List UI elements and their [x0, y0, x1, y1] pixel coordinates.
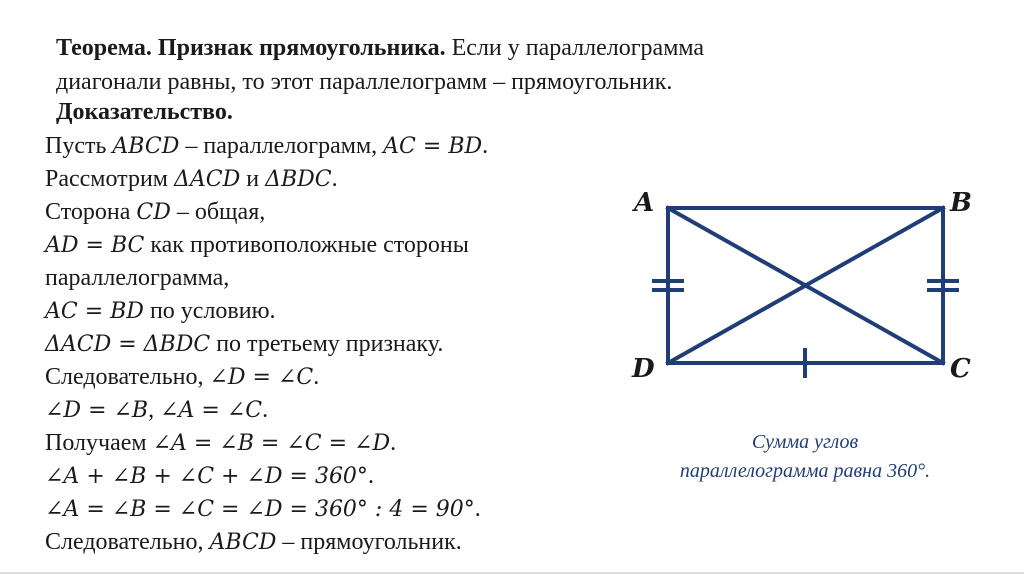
- proof-line-10: Получаем ∠A = ∠B = ∠C = ∠D.: [45, 430, 397, 456]
- theorem-statement: [56, 31, 956, 99]
- proof-body: [45, 130, 625, 559]
- proof-line-3: Сторона CD – общая,: [45, 199, 266, 225]
- rectangle-figure: [628, 180, 988, 395]
- proof-line-8: Следовательно, ∠D = ∠C.: [45, 364, 320, 390]
- proof-line-4: AD = BC как противоположные стороны: [45, 232, 469, 258]
- rectangle-diagram: [628, 180, 988, 395]
- note-line-1: Сумма углов: [751, 431, 859, 453]
- proof-line-2: Рассмотрим ΔACD и ΔBDC.: [45, 166, 338, 192]
- vertex-label-a: A: [634, 188, 655, 218]
- proof-line-7: ΔACD = ΔBDC по третьему признаку.: [45, 331, 444, 357]
- theorem-title: Теорема. Признак прямоугольника.: [56, 35, 446, 61]
- proof-line-11: ∠A + ∠B + ∠C + ∠D = 360°.: [45, 463, 374, 489]
- proof-line-1: Пусть ABCD – параллелограмм, AC = BD.: [45, 133, 489, 159]
- theorem-text-2: диагонали равны, то этот параллелограмм – прямоугольник.: [56, 69, 673, 95]
- proof-line-9: ∠D = ∠B, ∠A = ∠C.: [45, 397, 269, 423]
- note-line-2: параллелограмма равна 360°.: [679, 460, 931, 482]
- vertex-label-b: B: [950, 188, 972, 218]
- angle-sum-note: [620, 428, 990, 486]
- proof-title: Доказательство.: [56, 99, 233, 125]
- proof-line-6: AC = BD по условию.: [45, 298, 276, 324]
- vertex-label-c: C: [950, 354, 971, 384]
- proof-line-13: Следовательно, ABCD – прямоугольник.: [45, 529, 462, 555]
- vertex-label-d: D: [632, 354, 655, 384]
- proof-line-5: параллелограмма,: [45, 265, 230, 291]
- proof-line-12: ∠A = ∠B = ∠C = ∠D = 360° : 4 = 90°.: [45, 496, 481, 522]
- theorem-text-1: Если у параллелограмма: [445, 35, 705, 61]
